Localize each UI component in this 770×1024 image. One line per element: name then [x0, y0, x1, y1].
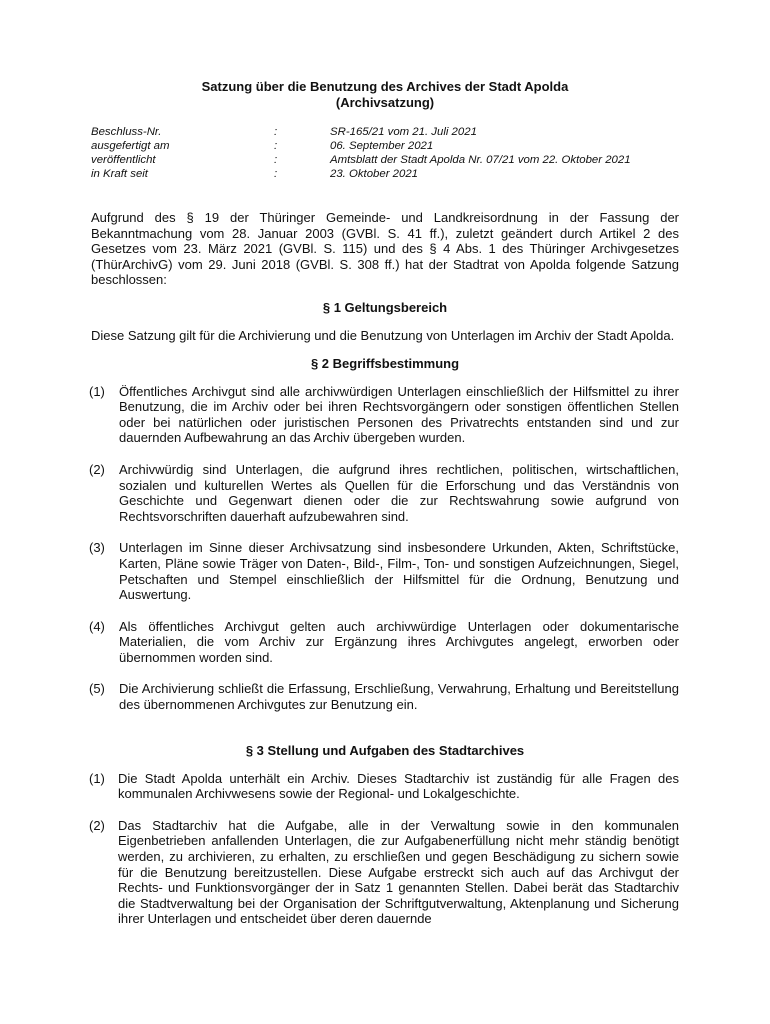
meta-separator: :: [274, 140, 278, 152]
item-text: Öffentliches Archivgut sind alle archivwürdigen Unterlagen einschließlich der Hilfsmittel zu ihrer Benutzung, die im Archiv oder bei ihren Rechtsvorgängern oder sonstigen öffentlichen Stellen oder bei natürlichen oder juristischen Personen des Privatrechts entstanden sind und zur dauernden Aufbewahrung an das Archiv übergeben wurden.: [119, 383, 679, 446]
item-text: Unterlagen im Sinne dieser Archivsatzung sind insbesondere Urkunden, Akten, Schriftstücke, Karten, Pläne sowie Träger von Daten-, Bild-, Film-, Ton- und sonstigen Aufzeichnungen, Siegel, Petschaften und Stempel einschließlich der Hilfsmittel für die Ordnung, Benutzung und Auswertung.: [119, 540, 679, 603]
section-1-heading: § 1 Geltungsbereich: [322, 299, 448, 315]
section-2-item-5: [91, 681, 679, 712]
item-text: Archivwürdig sind Unterlagen, die aufgrund ihres rechtlichen, politischen, wirtschaftlichen, sozialen und kulturellen Wertes als Quellen für die Erforschung und das Verständnis von Geschichte und Gegenwart dienen oder die zur Rechtswahrung sowie aufgrund von Rechtsvorschriften dauerhaft aufzubewahren sind.: [119, 461, 679, 524]
item-number: (1): [89, 383, 105, 399]
meta-label: in Kraft seit: [91, 168, 148, 180]
item-number: (4): [89, 618, 105, 634]
meta-row-in-kraft: [91, 167, 631, 181]
meta-label: Beschluss-Nr.: [91, 126, 162, 138]
item-number: (2): [89, 461, 105, 477]
meta-label: ausgefertigt am: [91, 140, 170, 152]
item-number: (3): [89, 540, 105, 556]
item-text: Die Stadt Apolda unterhält ein Archiv. Dieses Stadtarchiv ist zuständig für alle Fragen des kommunalen Archivwesens sowie der Regional- und Lokalgeschichte.: [118, 770, 679, 802]
section-3-heading: § 3 Stellung und Aufgaben des Stadtarchives: [245, 742, 525, 758]
title-line-2: (Archivsatzung): [335, 95, 435, 110]
item-number: (2): [89, 817, 105, 833]
meta-row-veroeffentlicht: [91, 153, 631, 167]
meta-value: SR-165/21 vom 21. Juli 2021: [330, 126, 477, 138]
meta-separator: :: [274, 168, 278, 180]
meta-value: 06. September 2021: [330, 140, 434, 152]
section-3-item-1: [91, 771, 679, 802]
meta-row-ausgefertigt: [91, 139, 631, 153]
section-3-item-2: [91, 818, 679, 927]
section-2-item-3: [91, 540, 679, 602]
section-2-item-2: [91, 462, 679, 524]
item-text: Die Archivierung schließt die Erfassung, Erschließung, Verwahrung, Erhaltung und Bereitstellung des übernommenen Archivgutes zur Benutzung ein.: [119, 681, 679, 713]
meta-value: 23. Oktober 2021: [330, 168, 419, 180]
section-2-item-1: [91, 384, 679, 446]
preamble-paragraph: Aufgrund des § 19 der Thüringer Gemeinde- und Landkreisordnung in der Fassung der Bekanntmachung vom 28. Januar 2003 (GVBl. S. 41 ff.), zuletzt geändert durch Artikel 2 des Gesetzes vom 23. März 2021 (GVBl. S. 115) und des § 4 Abs. 1 des Thüringer Archivgesetzes (ThürArchivG) vom 29. Juni 2018 (GVBl. S. 308 ff.) hat der Stadtrat von Apolda folgende Satzung beschlossen:: [91, 210, 679, 288]
meta-separator: :: [274, 126, 278, 138]
section-2-item-4: [91, 619, 679, 666]
metadata-block: [91, 125, 631, 181]
item-number: (5): [89, 681, 105, 697]
meta-separator: :: [274, 154, 278, 166]
document-title: [0, 79, 770, 111]
item-number: (1): [89, 770, 105, 786]
item-text: Das Stadtarchiv hat die Aufgabe, alle in der Verwaltung sowie in den kommunalen Eigenbetrieben anfallenden Unterlagen, die zur Aufgabenerfüllung nicht mehr ständig benötigt werden, zu archivieren, zu erhalten, zu erschließen und gegen Beschädigung zu sichern sowie für die Benutzung bereitzustellen. Diese Aufgabe erstreckt sich auch auf das Archivgut der Rechts- und Funktionsvorgänger der in Satz 1 genannten Stellen. Dabei berät das Stadtarchiv die Stadtverwaltung bei der Organisation der Schriftgutverwaltung, Aktenplanung und Sicherung ihrer Unterlagen und entscheidet über deren dauernde: [118, 817, 679, 927]
meta-value: Amtsblatt der Stadt Apolda Nr. 07/21 vom 22. Oktober 2021: [330, 154, 631, 166]
item-text: Als öffentliches Archivgut gelten auch archivwürdige Unterlagen oder dokumentarische Materialien, die vom Archiv zur Ergänzung ihres Archivgutes angelegt, erworben oder übernommen worden sind.: [119, 618, 679, 665]
title-line-1: Satzung über die Benutzung des Archives der Stadt Apolda: [201, 79, 569, 94]
section-1-text: Diese Satzung gilt für die Archivierung und die Benutzung von Unterlagen im Archiv der Stadt Apolda.: [91, 327, 675, 343]
meta-label: veröffentlicht: [91, 154, 156, 166]
section-2-heading: § 2 Begriffsbestimmung: [310, 355, 460, 371]
document-body: [91, 210, 679, 927]
meta-row-beschluss: [91, 125, 631, 139]
